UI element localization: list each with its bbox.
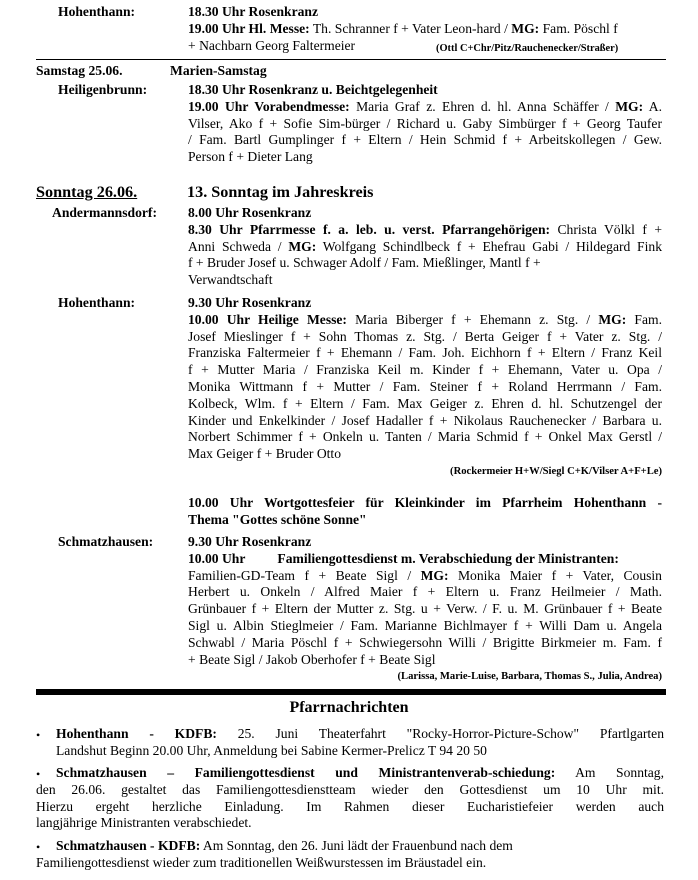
mass-line-cont: Familien-GD-Team f + Beate Sigl / MG: Monika Maier f + Vater, Cousin	[188, 567, 662, 583]
mass-line-cont: f + Mutter Maria / Franziska Keil m. Kinder f + Ehemann, Vater u. Opa /	[188, 362, 662, 378]
bullet-icon: •	[36, 767, 41, 781]
place-label: Hohenthann:	[58, 4, 136, 19]
mass-line-cont: Max Geiger f + Bruder Otto	[188, 446, 342, 462]
bullet-icon: •	[36, 840, 41, 854]
section-title: Pfarrnachrichten	[289, 699, 409, 716]
ministrants-note: (Ottl C+Chr/Pitz/Rauchenecker/Straßer)	[436, 43, 619, 54]
day-title: 13. Sonntag im Jahreskreis	[187, 183, 374, 201]
mass-line-cont: Anni Schweda / MG: Wolfgang Schindlbeck f + Ehefrau Gabi / Hildegard Fink	[188, 238, 662, 254]
place-label: Hohenthann:	[58, 295, 136, 310]
mass-line-cont: Verwandtschaft	[188, 272, 273, 288]
mass-line-cont: Sigl u. Albin Stieglmeier / Fam. Marianne Bichlmayer f + Willi Dam u. Angela	[188, 617, 662, 633]
place-label: Schmatzhausen:	[58, 534, 154, 549]
news-item: Schmatzhausen - KDFB: Am Sonntag, den 26. Juni lädt der Frauenbund nach dem Familiengottesdienst wieder zum traditionellen Weißwurstessen im Bräustadel ein.	[36, 838, 513, 870]
wordservice-theme: Thema "Gottes schöne Sonne"	[188, 511, 367, 527]
day-heading-sunday	[36, 183, 374, 201]
bullet-icon: •	[36, 728, 41, 742]
mass-line-cont: Person f + Dieter Lang	[188, 149, 313, 165]
mass-line-cont: Kinder und Enkelkinder / Josef Hadaller f + Nikolaus Rauchenecker / Barbara u.	[188, 412, 662, 428]
ministrants-note: (Rockermeier H+W/Siegl C+K/Vilser A+F+Le)	[450, 466, 662, 477]
mass-line-cont: Franziska Faltermeier f + Ehemann / Fam. Joh. Eichhorn f + Eltern / Franz Keil	[188, 345, 662, 361]
news-item: Hohenthann - KDFB: 25. Juni Theaterfahrt "Rocky-Horror-Picture-Schow" Pfartlgarten Landshut Beginn 20.00 Uhr, Anmeldung bei Sabine Kermer-Prelicz T 94 20 50	[56, 726, 664, 758]
mass-line-cont: Kolbeck, Wlm. f + Eltern / Fam. Max Geiger z. Ehren d. hl. Schutzengel der	[188, 395, 662, 411]
mass-line: 19.00 Uhr Hl. Messe: Th. Schranner f + Vater Leon-hard / MG: Fam. Pöschl f	[188, 20, 618, 36]
rosary-line: 9.30 Uhr Rosenkranz	[188, 534, 312, 549]
mass-line: 8.30 Uhr Pfarrmesse f. a. leb. u. verst. Pfarrangehörigen: Christa Völkl f +	[188, 221, 662, 237]
place-label: Andermannsdorf:	[52, 205, 157, 220]
day-date: Samstag 25.06.	[36, 63, 123, 78]
divider	[36, 59, 666, 60]
rosary-line: 9.30 Uhr Rosenkranz	[188, 295, 312, 310]
mass-line-cont: Schwabl / Maria Pöschl f + Schwiegersohn Willi / Brigitte Birkmeier m. Fam. f	[188, 634, 662, 650]
rosary-line: 8.00 Uhr Rosenkranz	[188, 205, 312, 220]
mass-line-cont: Norbert Schimmer f + Onkeln u. Tanten / Maria Schmid f + Onkel Max Gerstl /	[188, 429, 662, 445]
day-title: Marien-Samstag	[170, 63, 267, 78]
mass-line-cont: Grünbauer f + Eltern der Mutter z. Stg. u + Verw. / F. u. M. Grünbauer f + Beate	[188, 601, 662, 617]
mass-line-cont: Herbert u. Onkeln / Alfred Maier f + Eltern u. Franz Heilmeier / Math.	[188, 584, 662, 600]
day-date: Sonntag 26.06.	[36, 183, 138, 201]
mass-line-cont: Monika Wittmann f + Mutter / Fam. Steiner f + Roland Herrmann / Fam.	[188, 378, 662, 394]
mass-line-cont: Vilser, Ako f + Sofie Sim-bürger / Richard u. Gaby Simbürger f + Georg Taufer	[188, 115, 662, 131]
section-divider	[36, 689, 666, 695]
wordservice-line: 10.00 Uhr Wortgottesfeier für Kleinkinder im Pfarrheim Hohenthann -	[188, 495, 662, 510]
place-label: Heiligenbrunn:	[58, 82, 148, 97]
rosary-line: 18.30 Uhr Rosenkranz	[188, 4, 319, 19]
mass-line-cont: + Nachbarn Georg Faltermeier	[188, 37, 356, 53]
rosary-line: 18.30 Uhr Rosenkranz u. Beichtgelegenheit	[188, 82, 438, 97]
ministrants-note: (Larissa, Marie-Luise, Barbara, Thomas S., Julia, Andrea)	[397, 671, 662, 682]
mass-line-cont: + Beate Sigl / Jakob Oberhofer f + Beate Sigl	[188, 651, 436, 667]
mass-line: 10.00 Uhr Heilige Messe: Maria Biberger f + Ehemann z. Stg. / MG: Fam.	[188, 311, 662, 327]
mass-line-cont: f + Bruder Josef u. Schwager Adolf / Fam. Mießlinger, Mantl f +	[188, 255, 541, 271]
day-heading-saturday	[36, 63, 267, 80]
news-item: Schmatzhausen – Familiengottesdienst und Ministrantenverab-schiedung: Am Sonntag, den 26.06. gestaltet das Familiengottesdienstteam wieder den Gottesdienst um 10 Uhr mit. Hierzu ergeht herzliche Einladung. Im Rahmen dieser Eucharistiefeier werden auch langjährige Ministranten verabschiedet.	[36, 765, 664, 831]
mass-line-cont: Josef Mieslinger f + Sohn Thomas z. Stg. / Berta Geiger f + Vater z. Stg. /	[188, 328, 662, 344]
mass-line: 10.00 Uhr Familiengottesdienst m. Verabschiedung der Ministranten:	[188, 550, 619, 566]
mass-line: 19.00 Uhr Vorabendmesse: Maria Graf z. Ehren d. hl. Anna Schäffer / MG: A.	[188, 98, 662, 114]
mass-line-cont: / Fam. Bartl Gumplinger f + Eltern / Hein Schmid f + Arbeitskollegen / Gew.	[188, 132, 662, 148]
